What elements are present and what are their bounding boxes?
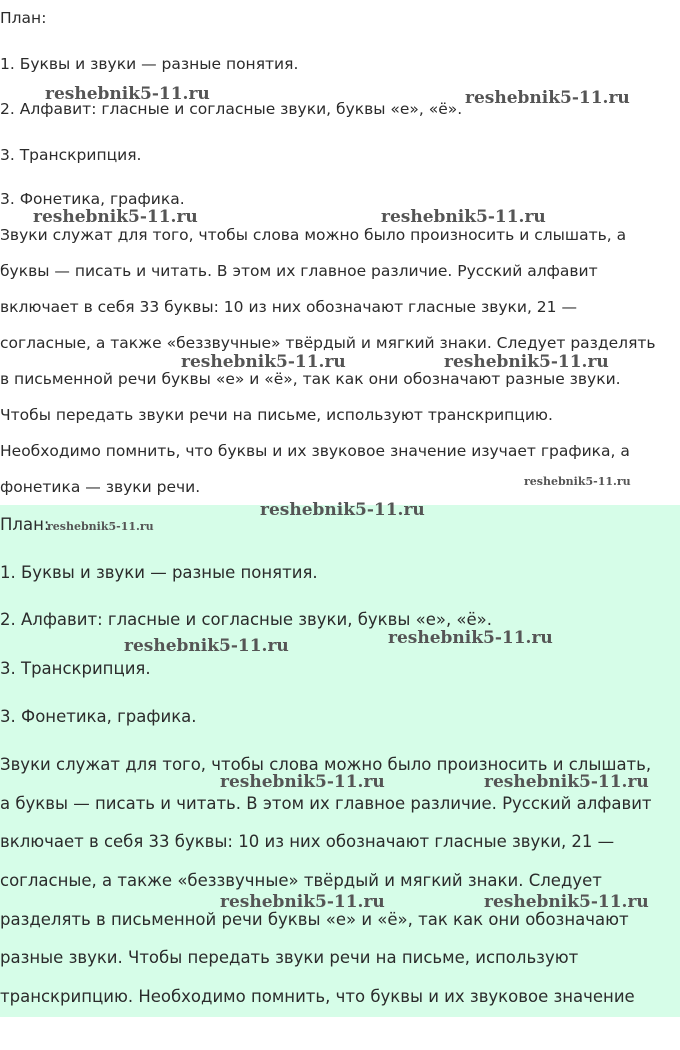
plan-item-2: 2. Алфавит: гласные и согласные звуки, буквы «е», «ё». [0,610,493,629]
plan-item-1: 1. Буквы и звуки — разные понятия. [0,55,299,73]
watermark: reshebnik5-11.ru [484,892,649,912]
watermark: reshebnik5-11.ru [260,500,425,520]
paragraph-line: Чтобы передать звуки речи на письме, используют транскрипцию. [0,406,553,424]
paragraph-line: в письменной речи буквы «е» и «ё», так как они обозначают разные звуки. [0,370,621,388]
paragraph-line: фонетика — звуки речи. [0,478,201,496]
paragraph-line: Звуки служат для того, чтобы слова можно было произносить и слышать, а [0,226,627,244]
watermark: reshebnik5-11.ru [465,88,630,108]
paragraph-line: разделять в письменной речи буквы «е» и «ё», так как они обозначают [0,910,629,929]
paragraph-line: Звуки служат для того, чтобы слова можно было произносить и слышать, [0,755,652,774]
top-text-block [0,0,680,505]
bottom-text-block [0,505,680,1017]
plan-item-3: 3. Транскрипция. [0,146,142,164]
watermark: reshebnik5-11.ru [524,475,631,488]
paragraph-line: включает в себя 33 буквы: 10 из них обозначают гласные звуки, 21 — [0,832,615,851]
watermark: reshebnik5-11.ru [33,207,198,227]
plan-item-3: 3. Транскрипция. [0,659,151,678]
paragraph-line: Необходимо помнить, что буквы и их звуковое значение изучает графика, а [0,442,630,460]
watermark: reshebnik5-11.ru [45,84,210,104]
watermark: reshebnik5-11.ru [124,636,289,656]
paragraph-line: а буквы — писать и читать. В этом их главное различие. Русский алфавит [0,794,652,813]
plan-item-1: 1. Буквы и звуки — разные понятия. [0,563,318,582]
plan-item-2: 2. Алфавит: гласные и согласные звуки, буквы «е», «ё». [0,100,463,118]
watermark: reshebnik5-11.ru [47,520,154,533]
plan-item-4: 3. Фонетика, графика. [0,190,185,208]
plan-heading: План: [0,515,50,534]
watermark: reshebnik5-11.ru [484,772,649,792]
watermark: reshebnik5-11.ru [220,772,385,792]
paragraph-line: транскрипцию. Необходимо помнить, что буквы и их звуковое значение [0,987,635,1006]
watermark: reshebnik5-11.ru [381,207,546,227]
plan-heading: План: [0,9,47,27]
watermark: reshebnik5-11.ru [444,352,609,372]
watermark: reshebnik5-11.ru [220,892,385,912]
paragraph-line: согласные, а также «беззвучные» твёрдый и мягкий знаки. Следует разделять [0,334,656,352]
paragraph-line: согласные, а также «беззвучные» твёрдый и мягкий знаки. Следует [0,871,602,890]
watermark: reshebnik5-11.ru [181,352,346,372]
paragraph-line: разные звуки. Чтобы передать звуки речи на письме, используют [0,948,579,967]
watermark: reshebnik5-11.ru [388,628,553,648]
paragraph-line: включает в себя 33 буквы: 10 из них обозначают гласные звуки, 21 — [0,298,577,316]
paragraph-line: буквы — писать и читать. В этом их главное различие. Русский алфавит [0,262,598,280]
plan-item-4: 3. Фонетика, графика. [0,707,197,726]
